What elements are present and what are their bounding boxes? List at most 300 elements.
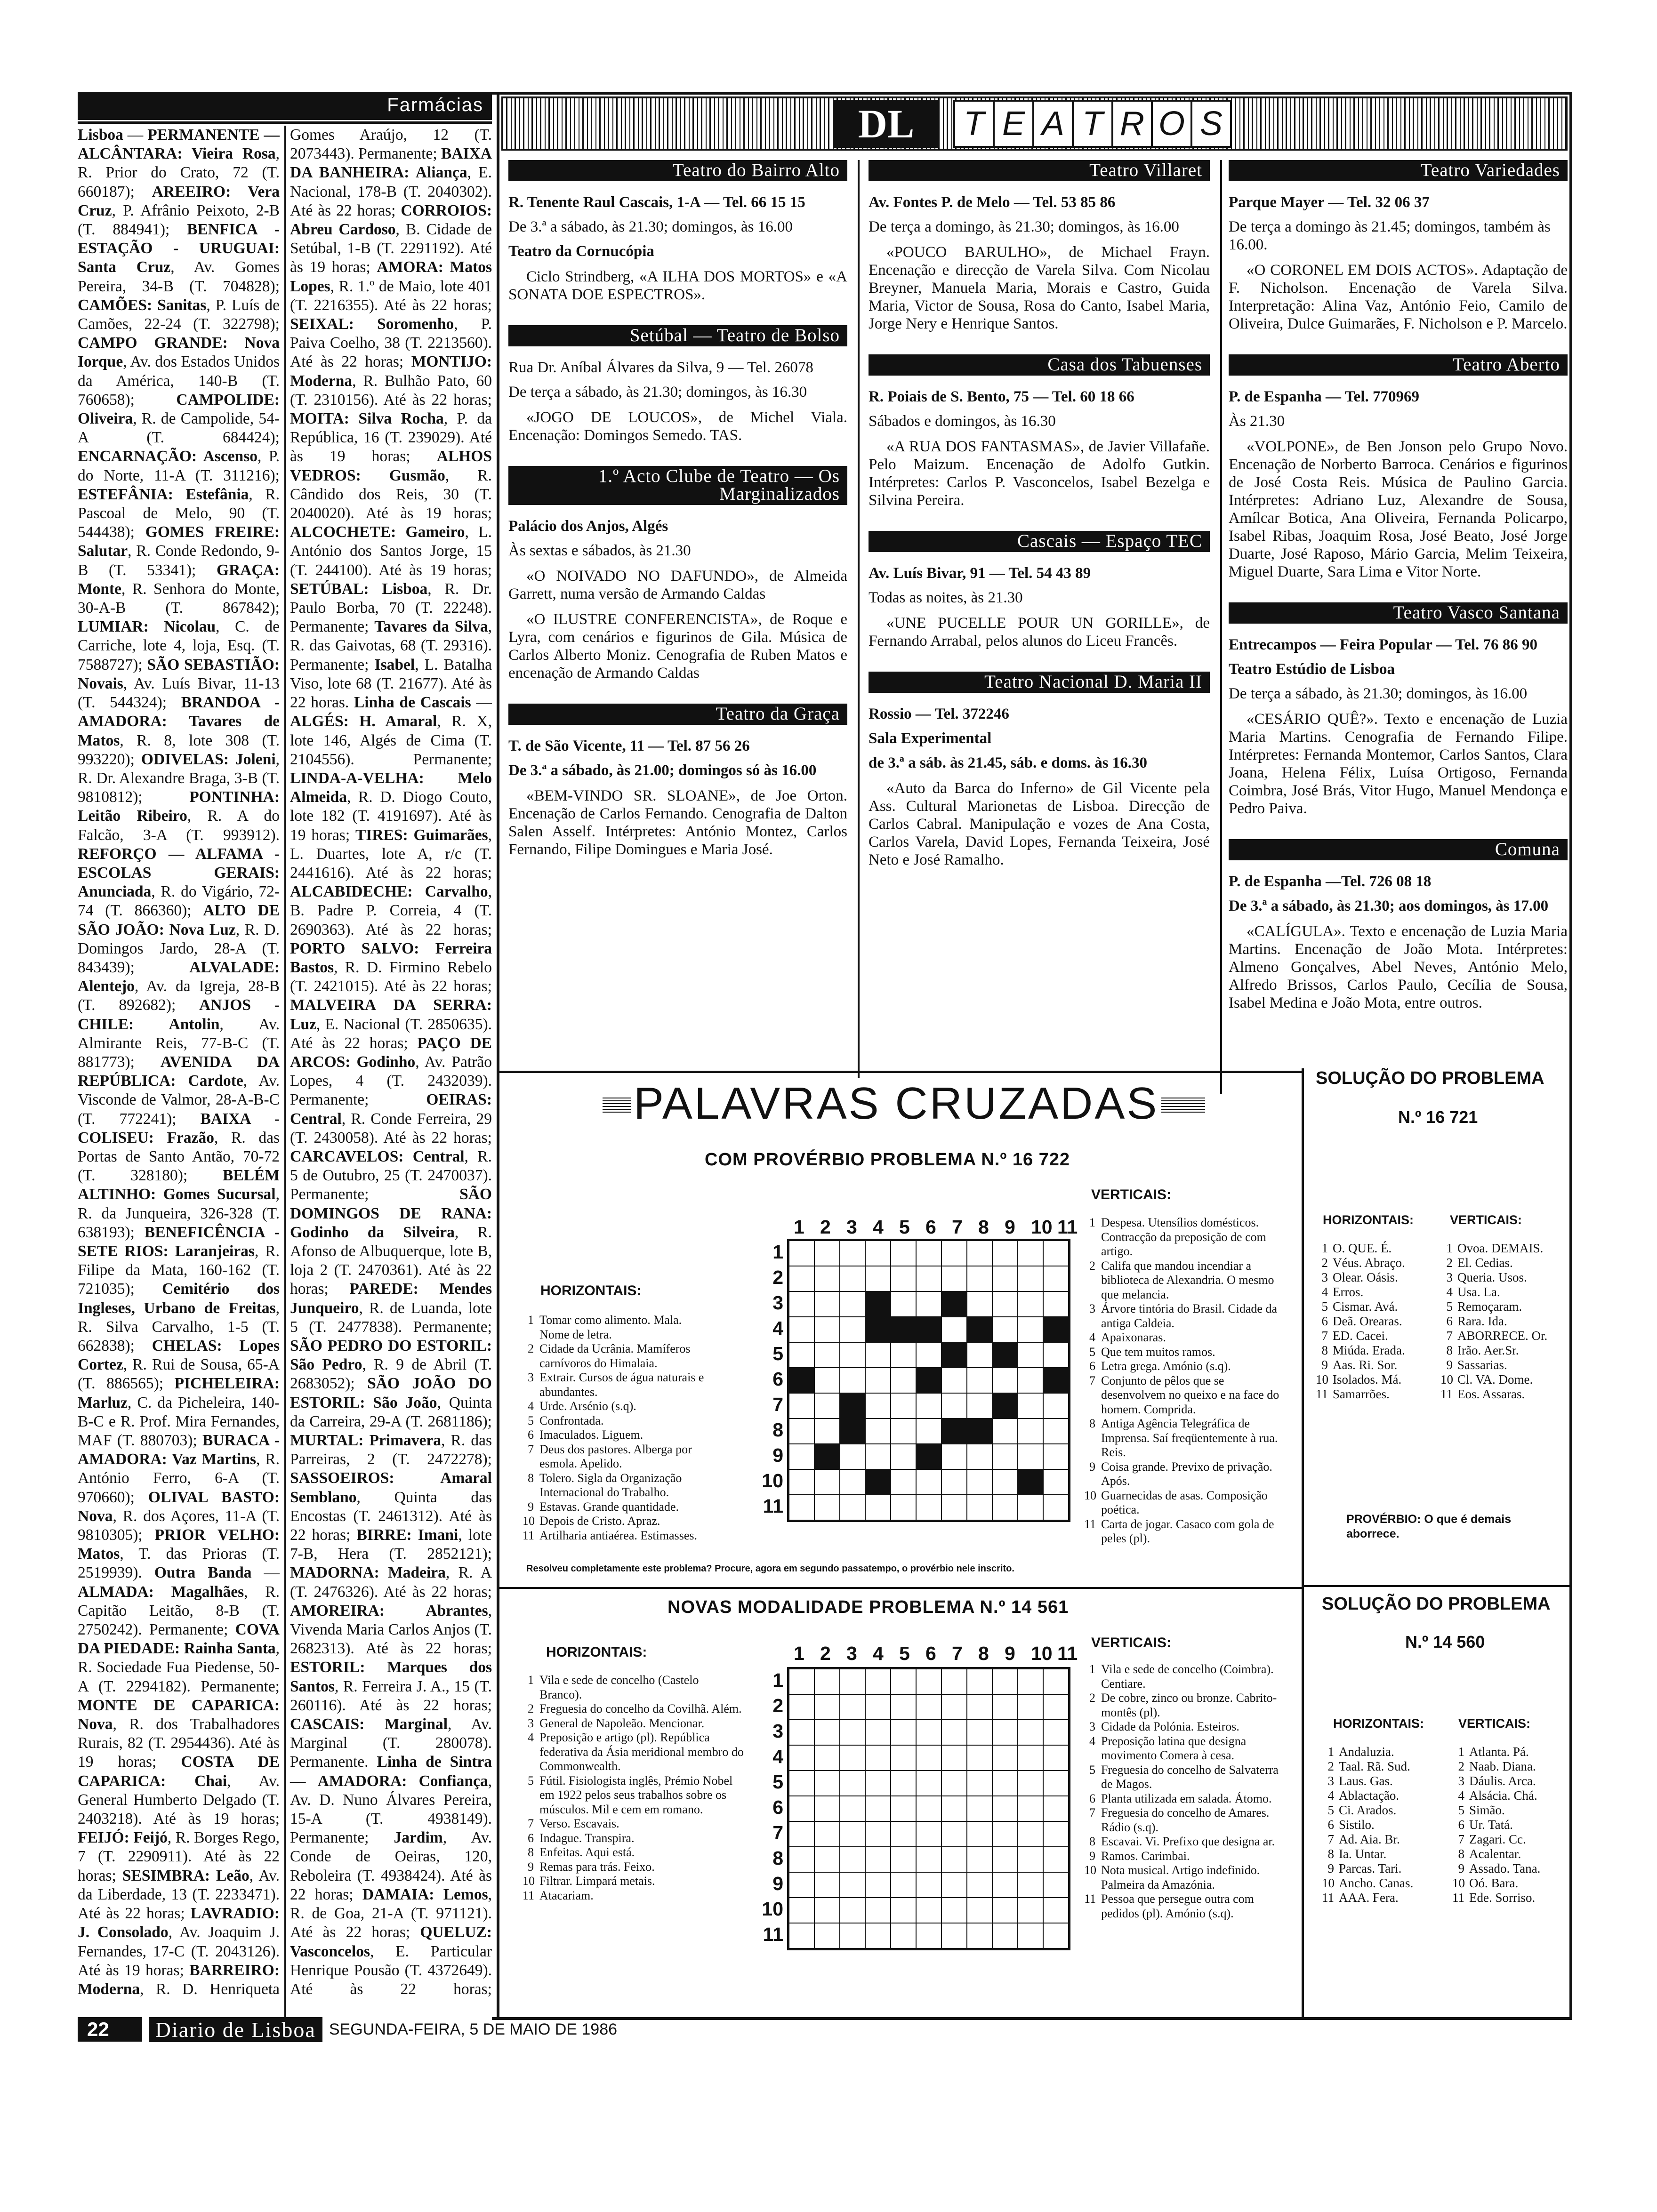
grid-cell: [1043, 1669, 1069, 1694]
grid-cell: [840, 1694, 865, 1720]
grid-column-number: 6: [925, 1643, 936, 1664]
grid-cell: [1018, 1694, 1043, 1720]
black-cell: [865, 1469, 891, 1495]
issue-date: SEGUNDA-FEIRA, 5 DE MAIO DE 1986: [329, 2020, 618, 2038]
clue-item: [1084, 1892, 1291, 1921]
grid-cell: [992, 1821, 1018, 1847]
theatre-column-3: [1229, 160, 1568, 1034]
solution-item: [1452, 1774, 1570, 1788]
pharmacy-name: BELÉM ALTINHO: Gomes Sucursal: [78, 1167, 280, 1203]
clue-item: [523, 1370, 711, 1399]
venue-info: Palácio dos Anjos, Algés: [508, 518, 668, 535]
clue-item: [523, 1414, 711, 1428]
grid-cell: [916, 1872, 941, 1898]
clue-number: 11: [523, 1528, 535, 1542]
grid-column-number: 11: [1057, 1216, 1078, 1238]
grid-cell: [1043, 1266, 1069, 1291]
grid-cell: [865, 1720, 891, 1745]
clue-item: [1084, 1863, 1291, 1892]
solution-item: [1316, 1358, 1438, 1372]
venue-info: Parque Mayer — Tel. 32 06 37: [1229, 194, 1430, 211]
solution-number: 6: [1446, 1314, 1453, 1328]
pharmacy-name: ALVALADE: Alentejo: [78, 958, 280, 995]
solution-item: [1440, 1241, 1568, 1256]
grid-cell: [840, 1669, 865, 1694]
grid-cell: [840, 1898, 865, 1923]
pharmacy-name: Linha de Sintra: [377, 1753, 492, 1771]
grid-cell: [992, 1923, 1018, 1948]
solution-item: [1452, 1861, 1570, 1876]
grid-cell: [941, 1796, 967, 1821]
clue-item: [523, 1889, 744, 1903]
banner-letter: T: [1072, 100, 1113, 148]
clue-item: [1084, 1849, 1291, 1864]
grid-cell: [1018, 1771, 1043, 1796]
grid-cell: [840, 1821, 865, 1847]
solution-number: 2: [1446, 1256, 1453, 1270]
clue-number: 9: [1089, 1849, 1095, 1863]
schedule: Todas as noites, às 21.30: [869, 589, 1023, 606]
black-cell: [865, 1291, 891, 1317]
theatre-name: Teatro Vasco Santana: [1229, 602, 1568, 624]
solution-text: Deã. Orearas.: [1333, 1314, 1402, 1328]
solution-text: Dáulis. Arca.: [1469, 1774, 1536, 1788]
grid-cell: [941, 1444, 967, 1469]
black-cell: [865, 1317, 891, 1342]
pharmacy-name: LUMIAR: Nicolau: [78, 618, 216, 636]
solution-text: Eos. Assaras.: [1457, 1387, 1525, 1401]
solution-number: 1: [1446, 1241, 1453, 1255]
venue-info: de 3.ª a sáb. às 21.45, sáb. e doms. às 16.30: [869, 754, 1148, 771]
solution-text: Parcas. Tari.: [1339, 1861, 1402, 1875]
pharmacy-name: PERMANENTE — ALCÂNTARA: Vieira Rosa: [78, 126, 280, 163]
solution-number: 7: [1327, 1832, 1334, 1846]
grid-cell: [865, 1821, 891, 1847]
grid-row-number: 5: [772, 1771, 783, 1793]
grid-cell: [840, 1241, 865, 1266]
venue-info: Sala Experimental: [869, 730, 992, 747]
grid-cell: [891, 1241, 916, 1266]
clue-number: 6: [1089, 1359, 1095, 1373]
grid-cell: [1018, 1745, 1043, 1771]
solution-text: Assado. Tana.: [1469, 1861, 1541, 1875]
black-cell: [814, 1444, 840, 1469]
clue-text: Califa que mandou incendiar a biblioteca de Alexandria. O mesmo que melancia.: [1101, 1258, 1274, 1301]
solution-text: Samarrões.: [1333, 1387, 1390, 1401]
grid-cell: [992, 1872, 1018, 1898]
grid-cell: [1018, 1872, 1043, 1898]
solution-number: 8: [1327, 1847, 1334, 1861]
grid-cell: [967, 1444, 992, 1469]
theatre-listing: [869, 160, 1210, 333]
solution-number: 1: [1458, 1745, 1464, 1759]
clue-item: [523, 1716, 744, 1731]
clue-text: Cidade da Polónia. Esteiros.: [1101, 1720, 1239, 1733]
grid-cell: [814, 1317, 840, 1342]
dl-logo: DL: [833, 100, 939, 148]
black-cell: [941, 1291, 967, 1317]
grid-cell: [891, 1898, 916, 1923]
solution-2-verticais: [1452, 1745, 1570, 1905]
pharmacy-name: ALHOS VEDROS: Gusmão: [290, 448, 492, 484]
solution-number: 5: [1327, 1803, 1334, 1817]
clue-text: Planta utilizada em salada. Átomo.: [1101, 1791, 1272, 1805]
schedule: De 3.ª a sábado, às 21.30; domingos, às 16.00: [508, 218, 793, 235]
grid-cell: [916, 1495, 941, 1520]
grid-cell: [789, 1342, 814, 1368]
pharmacy-name: AMORA: Matos Lopes: [290, 258, 492, 295]
pharmacy-name: SEIXAL: Soromenho: [290, 315, 454, 333]
clue-number: 3: [1089, 1302, 1095, 1315]
grid-row-number: 11: [763, 1923, 783, 1945]
pharmacy-name: MOITA: Silva Rocha: [290, 410, 444, 428]
play-description: «O ILUSTRE CONFERENCISTA», de Roque e Lyra, com cenários e figurinos de Gila. Música de Carlos Alberto Moniz. Cenografia de Ruben Matos e encenação de Armando Caldas: [508, 611, 847, 681]
grid-cell: [891, 1720, 916, 1745]
solution-text: Ede. Sorriso.: [1469, 1891, 1536, 1905]
clue-number: 10: [523, 1514, 535, 1528]
grid-cell: [789, 1444, 814, 1469]
column-divider: [497, 92, 499, 2019]
clue-number: 1: [528, 1673, 534, 1687]
solution-text: Ci. Arados.: [1339, 1803, 1397, 1817]
black-cell: [840, 1419, 865, 1444]
crossword-1-vertical-clues: [1084, 1216, 1287, 1546]
grid-row-number: 2: [772, 1695, 783, 1716]
solution-text: Sassarias.: [1457, 1358, 1507, 1372]
grid-cell: [916, 1266, 941, 1291]
grid-cell: [865, 1796, 891, 1821]
clue-number: 7: [1089, 1373, 1095, 1387]
pharmacy-name: CARCAVELOS: Central: [290, 1147, 465, 1165]
solution-item: [1452, 1803, 1570, 1818]
clue-text: General de Napoleão. Mencionar.: [539, 1716, 705, 1730]
solution-text: Aas. Ri. Sor.: [1333, 1358, 1398, 1372]
solution-text: Ur. Tatá.: [1469, 1818, 1513, 1832]
clue-number: 5: [1089, 1763, 1095, 1777]
solution-item: [1440, 1329, 1568, 1343]
banner-letter: O: [1151, 100, 1192, 148]
play-description: «O NOIVADO NO DAFUNDO», de Almeida Garrett, numa versão de Armando Caldas: [508, 568, 847, 602]
teatros-heading: [953, 100, 1230, 148]
black-cell: [840, 1393, 865, 1419]
clue-item: [523, 1514, 711, 1529]
grid-cell: [891, 1669, 916, 1694]
solution-number: 9: [1458, 1861, 1464, 1875]
grid-cell: [992, 1317, 1018, 1342]
clue-number: 1: [528, 1313, 534, 1327]
solution-number: 7: [1446, 1329, 1453, 1343]
clue-text: Freguesia do concelho da Covilhã. Além.: [539, 1702, 742, 1715]
pharmacy-name: AMOREIRA: Abrantes: [290, 1602, 488, 1619]
solution-2-number: N.º 14 560: [1405, 1632, 1485, 1651]
clue-number: 3: [528, 1716, 534, 1730]
crossword-2-grid: [787, 1667, 1070, 1950]
theatre-listing: [508, 160, 847, 304]
solution-number: 11: [1316, 1387, 1328, 1401]
grid-cell: [941, 1241, 967, 1266]
clue-item: [1084, 1417, 1287, 1460]
clue-item: [523, 1428, 711, 1443]
grid-cell: [1043, 1419, 1069, 1444]
grid-cell: [916, 1241, 941, 1266]
grid-cell: [992, 1469, 1018, 1495]
pharmacy-name: CAMÕES: Sanitas: [78, 296, 207, 314]
solution-number: 4: [1446, 1285, 1453, 1299]
pharmacy-name: ODIVELAS: Joleni: [141, 750, 276, 768]
pharmacy-name: BENFICA - ESTAÇÃO - URUGUAI: Santa Cruz: [78, 221, 280, 276]
solution-item: [1322, 1803, 1449, 1818]
solution-item: [1440, 1372, 1568, 1387]
grid-column-number: 8: [978, 1643, 989, 1664]
pharmacy-name: SETÚBAL: Lisboa: [290, 580, 428, 598]
grid-cell: [941, 1745, 967, 1771]
grid-cell: [941, 1694, 967, 1720]
clue-text: Despesa. Utensílios domésticos. Contracção da preposição de com artigo.: [1101, 1216, 1266, 1258]
solution-text: Naab. Diana.: [1469, 1759, 1536, 1773]
clue-number: 3: [528, 1370, 534, 1384]
pharmacy-name: PAREDE: Mendes Junqueiro: [290, 1280, 492, 1317]
grid-cell: [1043, 1241, 1069, 1266]
clue-item: [523, 1831, 744, 1846]
black-cell: [967, 1317, 992, 1342]
grid-cell: [992, 1745, 1018, 1771]
grid-cell: [789, 1923, 814, 1948]
pharmacy-name: Tavares da Silva: [374, 618, 488, 636]
grid-cell: [1043, 1796, 1069, 1821]
grid-cell: [967, 1469, 992, 1495]
crossword-1-grid: [787, 1239, 1070, 1522]
solution-2-horizontais: [1322, 1745, 1449, 1905]
clue-number: 8: [528, 1471, 534, 1485]
grid-column-number: 4: [873, 1643, 884, 1664]
solution-text: Miúda. Erada.: [1333, 1343, 1405, 1357]
solution-number: 7: [1321, 1329, 1328, 1343]
theatre-name: Cascais — Espaço TEC: [869, 531, 1210, 552]
grid-cell: [941, 1495, 967, 1520]
clue-text: Cidade da Ucrânia. Mamíferos carnívoros do Himalaia.: [539, 1342, 691, 1370]
clue-item: [1084, 1517, 1287, 1546]
clue-item: [1084, 1302, 1287, 1330]
solution-number: 3: [1321, 1270, 1328, 1284]
grid-cell: [1018, 1898, 1043, 1923]
solution-text: Atlanta. Pá.: [1469, 1745, 1529, 1759]
solution-item: [1452, 1759, 1570, 1774]
clue-number: 8: [528, 1845, 534, 1859]
clue-item: [523, 1845, 744, 1860]
grid-cell: [891, 1266, 916, 1291]
grid-column-number: 4: [873, 1216, 884, 1238]
clue-item: [1084, 1259, 1287, 1302]
clue-item: [1084, 1216, 1287, 1259]
banner-letter: S: [1190, 100, 1232, 148]
clue-number: 2: [1089, 1691, 1095, 1705]
solution-text: Queria. Usos.: [1457, 1270, 1527, 1284]
clue-number: 5: [528, 1773, 534, 1787]
grid-row-number: 6: [772, 1796, 783, 1818]
solution-number: 7: [1458, 1832, 1464, 1846]
pharmacy-listing: Lisboa — PERMANENTE — ALCÂNTARA: Vieira Rosa, R. Prior do Crato, 72 (T. 660187); AREEIRO: Vera Cruz, P. Afrânio Peixoto, 2-B (T. 884941); BENFICA - ESTAÇÃO - URUGUAI: Santa Cruz, Av. Gomes Pereira, 34-B (T. 704828); CAMÕES: Sanitas, P. Luís de Camões, 22-24 (T. 322798); CAMPO GRANDE: Nova Iorque, Av. dos Estados Unidos da América, 140-B (T. 760658); CAMPOLIDE: Oliveira, R. de Campolide, 54-A (T. 684424); ENCARNAÇÃO: Ascenso, P. do Norte, 11-A (T. 311216); ESTEFÂNIA: Estefânia, R. Pascoal de Melo, 90 (T. 544438); GOMES FREIRE: Salutar, R. Conde Redondo, 9-B (T. 53341); GRAÇA: Monte, R. Senhora do Monte, 30-A-B (T. 867842); LUMIAR: Nicolau, C. de Carriche, lote 4, loja, Esq. (T. 7588727); SÃO SEBASTIÃO: Novais, Av. Luís Bivar, 11-13 (T. 544324); BRANDOA - AMADORA: Tavares de Matos, R. 8, lote 308 (T. 993220); ODIVELAS: Joleni, R. Dr. Alexandre Braga, 3-B (T. 9810812); PONTINHA: Leitão Ribeiro, R. A do Falcão, 3-A (T. 993912). REFORÇO — ALFAMA - ESCOLAS GERAIS: Anunciada, R. do Vigário, 72-74 (T. 866360); ALTO DE SÃO JOÃO: Nova Luz, R. D. Domingos Jardo, 28-A (T. 843439); ALVALADE: Alentejo, Av. da Igreja, 28-B (T. 892682); ANJOS - CHILE: Antolin, Av. Almirante Reis, 77-B-C (T. 881773); AVENIDA DA REPÚBLICA: Cardote, Av. Visconde de Valmor, 28-A-B-C (T. 772241); BAIXA - COLISEU: Frazão, R. das Portas de Santo Antão, 70-72 (T. 328180); BELÉM ALTINHO: Gomes Sucursal, R. da Junqueira, 326-328 (T. 638193); BENEFICÊNCIA - SETE RIOS: Laranjeiras, R. Filipe da Mata, 160-162 (T. 721035); Cemitério dos Ingleses, Urbano de Freitas, R. Silva Carvalho, 1-5 (T. 662838); CHELAS: Lopes Cortez, R. Rui de Sousa, 65-A (T. 886565); PICHELEIRA: Marluz, C. da Picheleira, 140-B-C e R. Prof. Mira Fernandes, MAF (T. 880703); BURACA - AMADORA: Vaz Martins, R. António Ferro, 6-A (T. 970660); OLIVAL BASTO: Nova, R. dos Açores, 11-A (T. 9810305); PRIOR VELHO: Matos, T. das Prioras (T. 2519939). Outra Banda — ALMADA: Magalhães, R. Capitão Leitão, 8-B (T. 2750242). Permanente; COVA DA PIEDADE: Rainha Santa, R. Sociedade Fua Piedense, 50-A (T. 2294182). Permanente; MONTE DE CAPARICA: Nova, R. dos Trabalhadores Rurais, 82 (T. 2954436). Até às 19 horas; COSTA DE CAPARICA: Chai, Av. General Humberto Delgado (T. 2403218). Até às 19 horas; FEIJÓ: Feijó, R. Borges Rego, 7 (T. 2290911). Até às 22 horas; SESIMBRA: Leão, Av. da Liberdade, 13 (T. 2233471). Até às 22 horas; LAVRADIO: J. Consolado, Av. Joaquim J. Fernandes, 17-C (T. 2043126). Até às 19 horas; BARREIRO: Moderna, R. D. Henriqueta Gomes Araújo, 12 (T. 2073443). Permanente; BAIXA DA BANHEIRA: Aliança, E. Nacional, 178-B (T. 2040302). Até às 22 horas; CORROIOS: Abreu Cardoso, B. Cidade de Setúbal, 1-B (T. 2291192). Até às 19 horas; AMORA: Matos Lopes, R. 1.º de Maio, lote 401 (T. 2216355). Até às 22 horas; SEIXAL: Soromenho, P. Paiva Coelho, 38 (T. 2213560). Até às 22 horas; MONTIJO: Moderna, R. Bulhão Pato, 60 (T. 2310156). Até às 22 horas; MOITA: Silva Rocha, P. da República, 16 (T. 239029). Até às 19 horas; ALHOS VEDROS: Gusmão, R. Cândido dos Reis, 30 (T. 2040020). Até às 19 horas; ALCOCHETE: Gameiro, L. António dos Santos Jorge, 15 (T. 244100). Até às 19 horas; SETÚBAL: Lisboa, R. Dr. Paulo Borba, 70 (T. 22248). Permanente; Tavares da Silva, R. das Gaivotas, 68 (T. 29316). Permanente; Isabel, L. Batalha Viso, lote 68 (T. 21677). Até às 22 horas. Linha de Cascais — ALGÉS: H. Amaral, R. X, lote 146, Algés de Cima (T. 2104556). Permanente; LINDA-A-VELHA: Melo Almeida, R. D. Diogo Couto, lote 182 (T. 4191697). Até às 19 horas; TIRES: Guimarães, L. Duartes, lote A, r/c (T. 2441616). Até às 22 horas; ALCABIDECHE: Carvalho, B. Padre P. Correia, 4 (T. 2690363). Até às 22 horas; PORTO SALVO: Ferreira Bastos, R. D. Firmino Rebelo (T. 2421015). Até às 22 horas; MALVEIRA DA SERRA: Luz, E. Nacional (T. 2850635). Até às 22 horas; PAÇO DE ARCOS: Godinho, Av. Patrão Lopes, 4 (T. 2432039). Permanente; OEIRAS: Central, R. Conde Ferreira, 29 (T. 2430058). Até às 22 horas; CARCAVELOS: Central, R. 5 de Outubro, 25 (T. 2470037). Permanente; SÃO DOMINGOS DE RANA: Godinho da Silveira, R. Afonso de Albuquerque, lote B, loja 2 (T. 2470361). Até às 22 horas; PAREDE: Mendes Junqueiro, R. de Luanda, lote 5 (T. 2477838). Permanente; SÃO PEDRO DO ESTORIL: São Pedro, R. 9 de Abril (T. 2683052); SÃO JOÃO DO ESTORIL: São João, Quinta da Carreira, 29-A (T. 2681186); MURTAL: Primavera, R. das Parreiras, 2 (T. 2472278); SASSOEIROS: Amaral Semblano, Quinta das Encostas (T. 2461312). Até às 22 horas; BIRRE: Imani, lote 7-B, Hera (T. 2852121); MADORNA: Madeira, R. A (T. 2476326). Até às 22 horas; AMOREIRA: Abrantes, Vivenda Maria Carlos Anjos (T. 2682313). Até às 22 horas; ESTORIL: Marques dos Santos, R. Ferreira J. A., 15 (T. 260116). Até às 22 horas; CASCAIS: Marginal, Av. Marginal (T. 280078). Permanente. Linha de Sintra — AMADORA: Confiança, Av. D. Nuno Álvares Pereira, 15-A (T. 4938149). Permanente; Jardim, Av. Conde de Oeiras, 120, Reboleira (T. 4938424). Até às 22 horas; DAMAIA: Lemos, R. de Goa, 21-A (T. 971121). Até às 22 horas; QUELUZ: Vasconcelos, E. Particular Henrique Pousão (T. 4372649). Até às 22 horas;: [78, 126, 492, 1998]
grid-cell: [789, 1495, 814, 1520]
solution-1-h-label: HORIZONTAIS:: [1323, 1213, 1414, 1227]
crossword-1-horizontal-clues: [523, 1313, 711, 1543]
crossword-1-row-numbers: [753, 1240, 786, 1523]
solution-text: Olear. Oásis.: [1333, 1270, 1398, 1284]
theatre-name: Teatro Nacional D. Maria II: [869, 672, 1210, 693]
pharmacy-name: COSTA DE CAPARICA: Chai: [78, 1753, 280, 1790]
grid-cell: [967, 1796, 992, 1821]
pharmacy-name: QUELUZ: Vasconcelos: [290, 1923, 492, 1960]
grid-cell: [967, 1898, 992, 1923]
grid-cell: [967, 1393, 992, 1419]
grid-cell: [814, 1745, 840, 1771]
grid-cell: [840, 1720, 865, 1745]
play-description: «O CORONEL EM DOIS ACTOS». Adaptação de F. Nicholson. Encenação de Varela Silva. Interpretação: Alina Vaz, António Feio, Camilo de Oliveira, Dulce Guimarães, F. Nicholson e P. Marcelo.: [1229, 262, 1568, 332]
grid-cell: [1018, 1669, 1043, 1694]
solution-item: [1452, 1788, 1570, 1803]
grid-cell: [992, 1266, 1018, 1291]
clue-number: 10: [523, 1874, 535, 1888]
column-divider: [858, 160, 860, 1094]
theatre-column-1: [508, 160, 847, 880]
grid-column-number: 10: [1031, 1643, 1053, 1664]
clue-text: Depois de Cristo. Apraz.: [539, 1514, 660, 1528]
grid-cell: [891, 1771, 916, 1796]
grid-row-number: 1: [772, 1241, 783, 1263]
grid-cell: [967, 1669, 992, 1694]
solution-text: Ovoa. DEMAIS.: [1457, 1241, 1544, 1255]
clue-item: [523, 1731, 744, 1774]
grid-cell: [916, 1469, 941, 1495]
pharmacy-name: SESIMBRA: Leão: [122, 1867, 249, 1884]
grid-cell: [1043, 1847, 1069, 1872]
pharmacy-name: ALGÉS: H. Amaral: [290, 713, 437, 730]
solution-item: [1316, 1343, 1438, 1358]
grid-cell: [916, 1898, 941, 1923]
crossword-2-row-numbers: [753, 1668, 786, 1951]
clue-text: Que tem muitos ramos.: [1101, 1345, 1215, 1359]
grid-cell: [891, 1745, 916, 1771]
solution-text: Ancho. Canas.: [1339, 1876, 1414, 1890]
theatre-column-2: [869, 160, 1210, 890]
crossword-1-footnote: Resolveu completamente este problema? Procure, agora em segundo passatempo, o provérbio nele inscrito.: [526, 1563, 1014, 1574]
clue-item: [1084, 1345, 1287, 1360]
clue-item: [1084, 1792, 1291, 1806]
schedule: De terça a domingo às 21.45; domingos, também às 16.00.: [1229, 218, 1551, 253]
pharmacy-name: MONTE DE CAPARICA: Nova: [78, 1696, 280, 1733]
theatre-listing: [1229, 602, 1568, 817]
grid-cell: [789, 1745, 814, 1771]
pharmacy-name: CORROIOS: Abreu Cardoso: [290, 201, 492, 239]
crossword-2-column-numbers: [790, 1643, 1082, 1666]
clue-text: Artilharia antiaérea. Estimasses.: [539, 1528, 697, 1542]
grid-cell: [814, 1796, 840, 1821]
grid-cell: [1018, 1317, 1043, 1342]
grid-cell: [865, 1847, 891, 1872]
clue-text: Ramos. Carimbai.: [1101, 1849, 1190, 1863]
grid-cell: [840, 1495, 865, 1520]
grid-cell: [865, 1393, 891, 1419]
solution-number: 5: [1458, 1803, 1464, 1817]
grid-cell: [941, 1771, 967, 1796]
venue-info: R. Tenente Raul Cascais, 1-A — Tel. 66 15 15: [508, 194, 805, 211]
pharmacy-name: SÃO PEDRO DO ESTORIL: São Pedro: [290, 1337, 492, 1374]
grid-cell: [840, 1469, 865, 1495]
top-rule: [78, 121, 492, 124]
grid-cell: [814, 1419, 840, 1444]
clue-number: 1: [1089, 1216, 1095, 1229]
solution-number: 11: [1440, 1387, 1453, 1401]
clue-text: Vila e sede de concelho (Castelo Branco).: [539, 1673, 699, 1701]
grid-cell: [865, 1342, 891, 1368]
grid-column-number: 8: [978, 1216, 989, 1238]
pharmacy-name: PICHELEIRA: Marluz: [78, 1375, 280, 1411]
pharmacy-name: BARREIRO: Moderna: [78, 1961, 280, 1998]
venue-info: Teatro da Cornucópia: [508, 243, 654, 260]
grid-cell: [814, 1821, 840, 1847]
grid-cell: [916, 1291, 941, 1317]
clue-number: 4: [528, 1399, 534, 1413]
solution-text: Irão. Aer.Sr.: [1457, 1343, 1519, 1357]
section-rule: [499, 1587, 1302, 1589]
pharmacy-name: Isabel: [374, 656, 415, 673]
grid-cell: [1018, 1266, 1043, 1291]
grid-cell: [865, 1694, 891, 1720]
theatre-listing: [869, 672, 1210, 869]
solution-number: 10: [1440, 1372, 1453, 1387]
grid-cell: [941, 1720, 967, 1745]
clue-number: 2: [528, 1342, 534, 1355]
play-description: «Auto da Barca do Inferno» de Gil Vicente pela Ass. Cultural Marionetas de Lisboa. Direcção de Carlos Cabral. Manipulação e vozes de Ana Costa, Carlos Varela, David Lopes, Fernanda Teixeira, José Neto e José Ramalho.: [869, 780, 1210, 868]
grid-cell: [1018, 1444, 1043, 1469]
clue-text: Guarnecidas de asas. Composição poética.: [1101, 1488, 1268, 1516]
grid-cell: [814, 1266, 840, 1291]
grid-cell: [941, 1317, 967, 1342]
grid-column-number: 3: [846, 1643, 857, 1664]
pharmacy-name: MALVEIRA DA SERRA: Luz: [290, 996, 492, 1033]
pharmacy-name: MADORNA: Madeira: [290, 1564, 446, 1582]
solution-text: Erros.: [1333, 1285, 1364, 1299]
grid-column-number: 9: [1005, 1216, 1015, 1238]
black-cell: [992, 1393, 1018, 1419]
solution-1-verticais: [1440, 1241, 1568, 1402]
grid-cell: [865, 1241, 891, 1266]
solution-1-proverb: [1346, 1512, 1535, 1541]
clue-number: 11: [1084, 1517, 1096, 1531]
pharmacy-name: SÃO JOÃO DO ESTORIL: São João: [290, 1375, 492, 1411]
grid-cell: [789, 1241, 814, 1266]
venue-info: Av. Fontes P. de Melo — Tel. 53 85 86: [869, 194, 1116, 211]
solution-text: Oó. Bara.: [1469, 1876, 1519, 1890]
grid-cell: [865, 1368, 891, 1393]
solution-text: AAA. Fera.: [1339, 1891, 1399, 1905]
theatre-name: Teatro Villaret: [869, 160, 1210, 181]
theatre-name: Casa dos Tabuenses: [869, 354, 1210, 376]
grid-cell: [891, 1419, 916, 1444]
pharmacy-name: Lisboa: [78, 126, 123, 144]
solution-item: [1440, 1256, 1568, 1270]
pharmacy-name: ESTEFÂNIA: Estefânia: [78, 485, 249, 503]
black-cell: [967, 1419, 992, 1444]
clue-text: Preposição latina que designa movimento Comera à cesa.: [1101, 1734, 1247, 1762]
clue-text: Urde. Arsénio (s.q).: [539, 1399, 636, 1413]
solution-text: Ad. Aia. Br.: [1339, 1832, 1400, 1846]
crossword-2-v-label: VERTICAIS:: [1091, 1635, 1172, 1651]
pharmacy-name: LAVRADIO: J. Consolado: [78, 1905, 280, 1941]
solution-number: 8: [1458, 1847, 1464, 1861]
theatre-listing: [508, 704, 847, 858]
pharmacy-name: SÃO DOMINGOS DE RANA: Godinho da Silveira: [290, 1186, 492, 1241]
grid-cell: [916, 1694, 941, 1720]
